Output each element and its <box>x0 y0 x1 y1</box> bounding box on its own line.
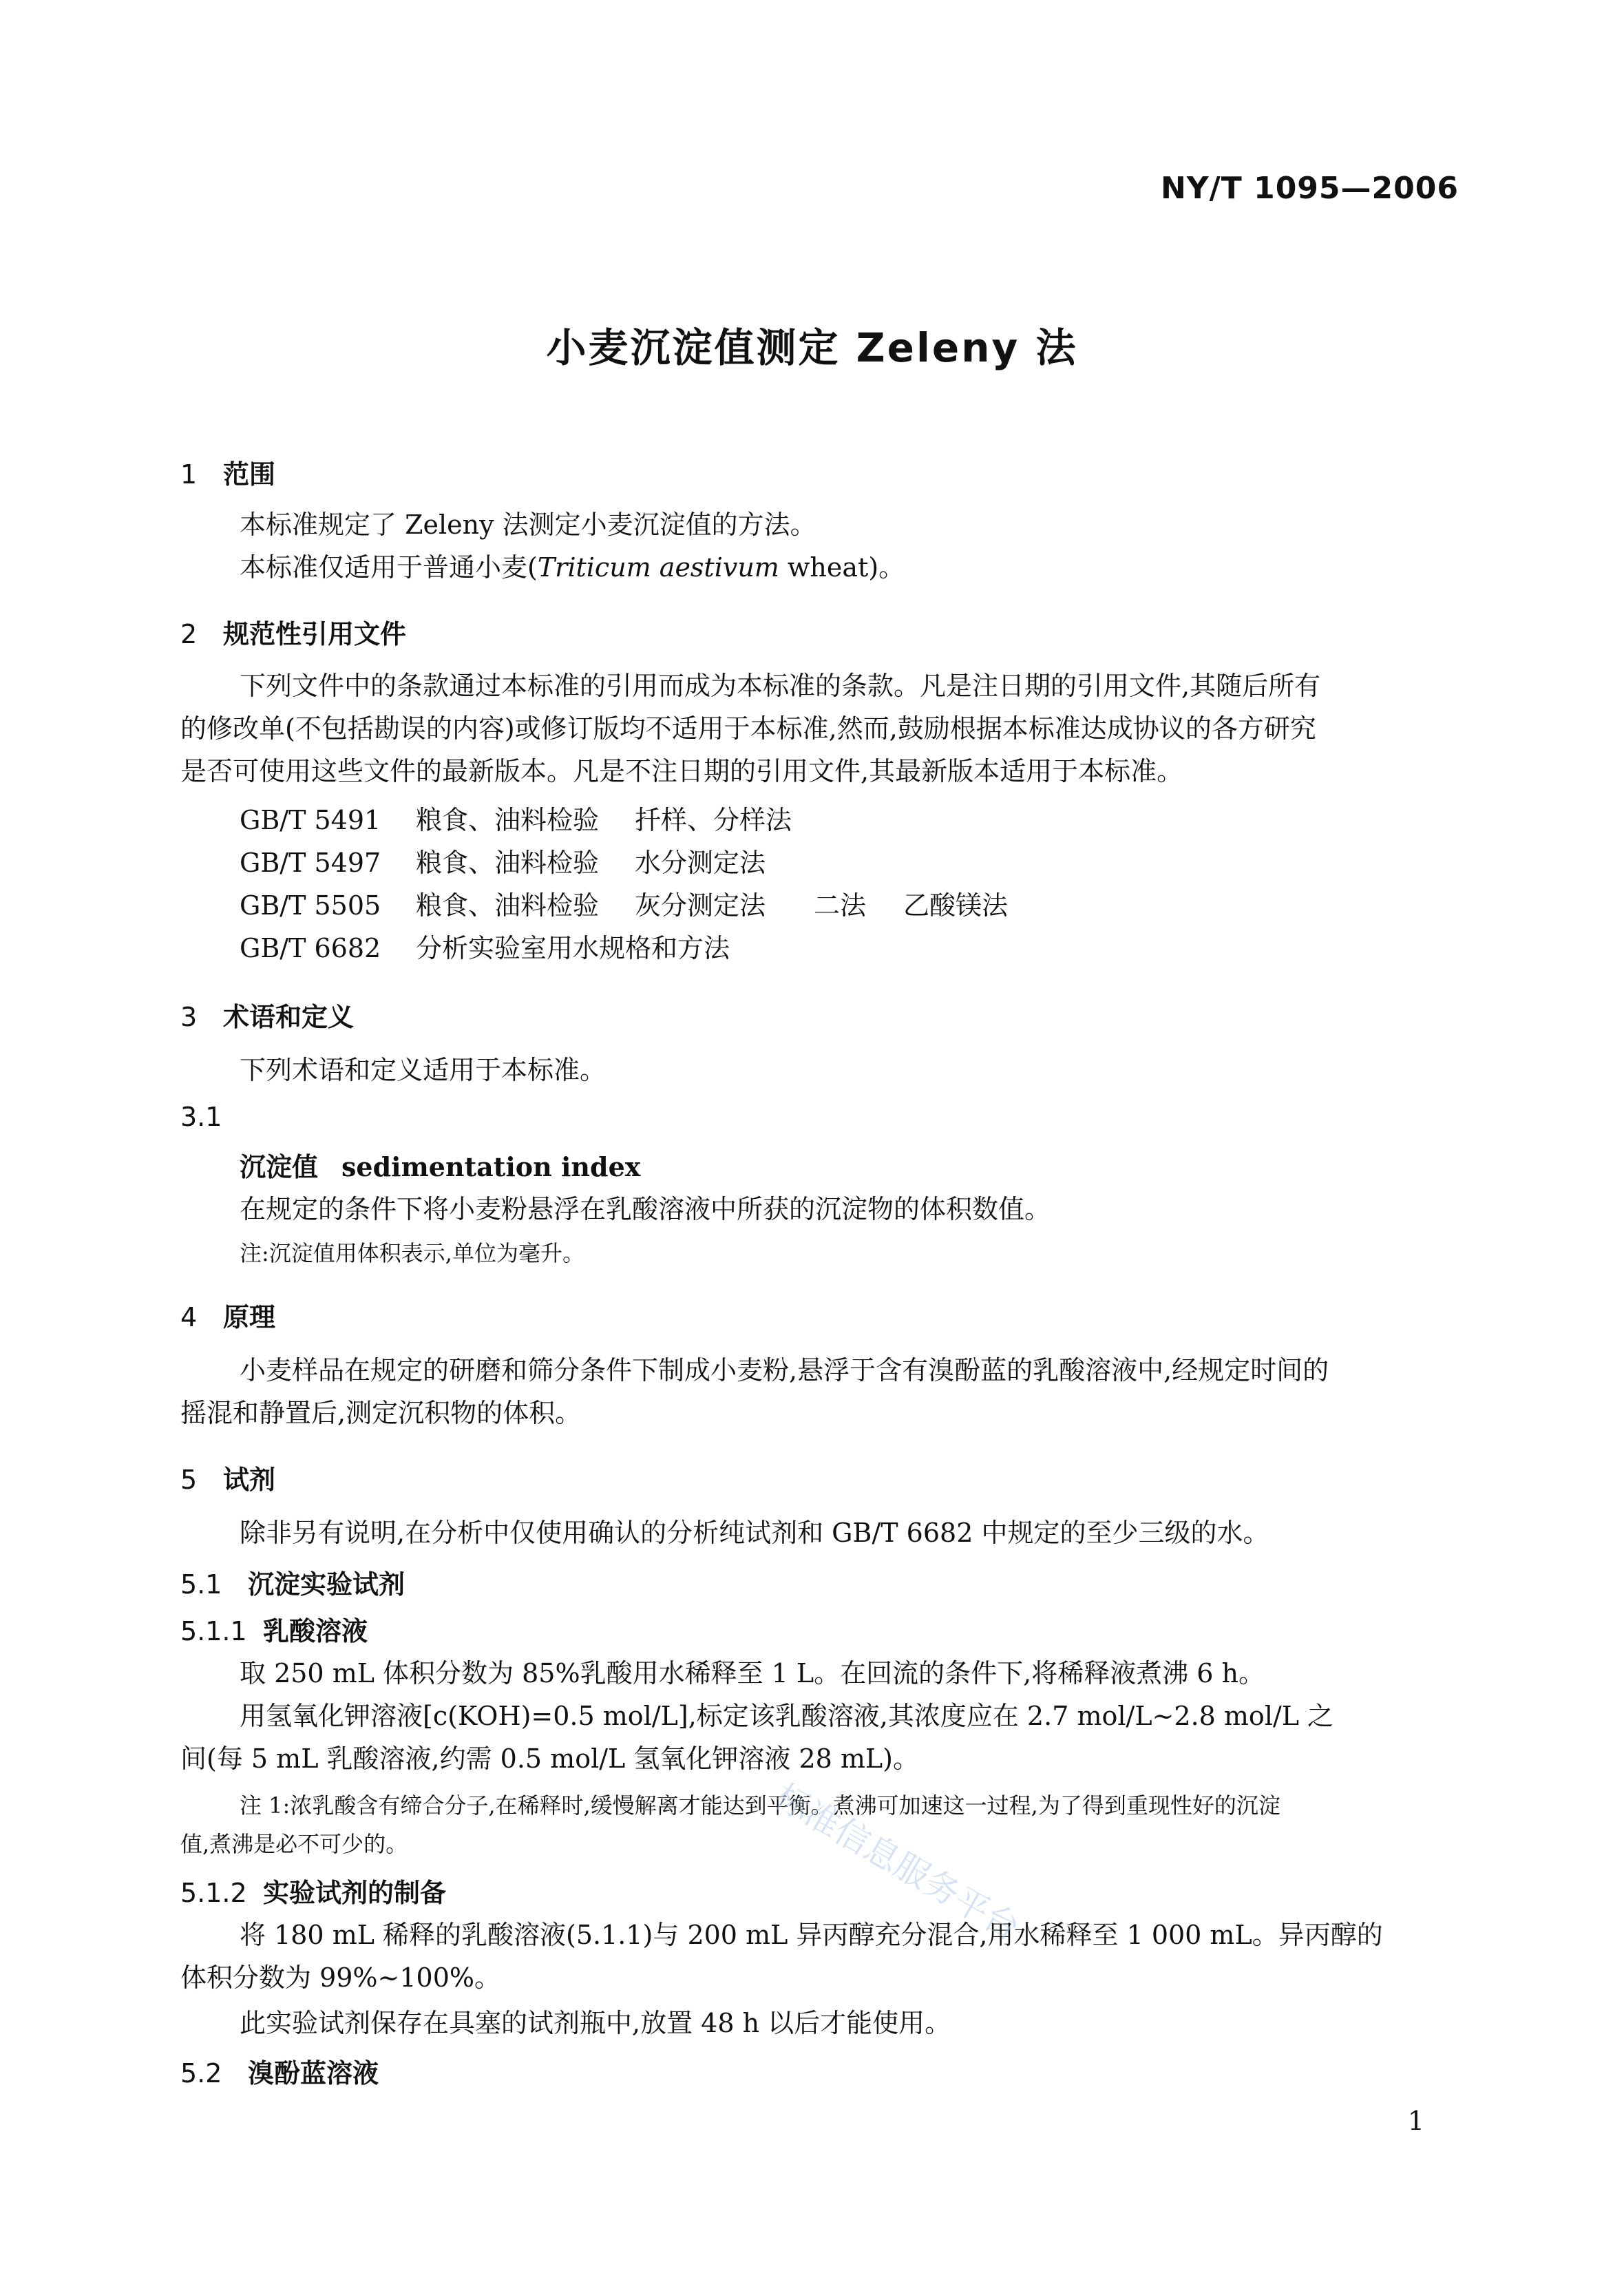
section-number: 5.2 <box>180 2058 222 2088</box>
document-title: 小麦沉淀值测定 Zeleny 法 <box>546 324 1078 371</box>
reference-item <box>240 927 730 965</box>
section-number: 4 <box>180 1302 198 1332</box>
reference-title: 二法 <box>814 890 867 921</box>
section-1-heading <box>180 453 275 491</box>
reference-title: 粮食、油料检验 <box>416 890 600 921</box>
section-5-2-heading <box>180 2052 379 2090</box>
section-5-1-1-note-line-1: 注 1:浓乳酸含有缔合分子,在稀释时,缓慢解离才能达到平衡。煮沸可加速这一过程,为了得到重现性好的沉淀 <box>240 1792 1280 1819</box>
reference-title: 粮食、油料检验 <box>416 848 600 878</box>
section-title: 试剂 <box>223 1465 276 1495</box>
section-2-line-2: 的修改单(不包括勘误的内容)或修订版均不适用于本标准,然而,鼓励根据本标准达成协议的各方研究 <box>180 713 1316 744</box>
reference-code: GB/T 5497 <box>240 848 381 878</box>
section-title: 溴酚蓝溶液 <box>248 2058 379 2088</box>
section-2-heading <box>180 613 406 651</box>
term-definition: 在规定的条件下将小麦粉悬浮在乳酸溶液中所获的沉淀物的体积数值。 <box>240 1194 1051 1224</box>
section-5-1-2-para-2: 此实验试剂保存在具塞的试剂瓶中,放置 48 h 以后才能使用。 <box>240 2008 951 2038</box>
section-5-para: 除非另有说明,在分析中仅使用确认的分析纯试剂和 GB/T 6682 中规定的至少三级的水。 <box>240 1518 1269 1548</box>
reference-code: GB/T 5505 <box>240 890 381 921</box>
section-1-para-1: 本标准规定了 Zeleny 法测定小麦沉淀值的方法。 <box>240 510 816 540</box>
reference-item <box>240 884 1008 922</box>
section-title: 沉淀实验试剂 <box>248 1569 405 1600</box>
section-title: 原理 <box>223 1302 276 1332</box>
text: 本标准仅适用于普通小麦( <box>240 552 538 583</box>
section-4-heading <box>180 1296 275 1334</box>
term-english: sedimentation index <box>341 1151 641 1182</box>
section-5-1-1-heading <box>180 1610 368 1648</box>
watermark: 标准信息服务平台 <box>768 1776 1026 1949</box>
reference-item <box>240 799 814 837</box>
text: wheat)。 <box>779 552 905 583</box>
term-note: 注:沉淀值用体积表示,单位为毫升。 <box>240 1240 584 1266</box>
section-5-1-2-heading <box>180 1872 446 1909</box>
section-5-heading <box>180 1458 275 1496</box>
section-number: 5.1 <box>180 1569 222 1600</box>
section-5-1-1-note-line-2: 值,煮沸是必不可少的。 <box>180 1831 408 1857</box>
clause-3-1-number: 3.1 <box>180 1102 222 1132</box>
section-5-1-2-para-1-line-2: 体积分数为 99%~100%。 <box>180 1962 501 1993</box>
standard-code-header: NY/T 1095—2006 <box>1160 171 1459 206</box>
reference-code: GB/T 5491 <box>240 805 381 835</box>
section-number: 5 <box>180 1465 198 1495</box>
section-number: 5.1.2 <box>180 1878 247 1908</box>
reference-title: 灰分测定法 <box>635 890 766 921</box>
reference-title: 乙酸镁法 <box>903 890 1009 921</box>
section-number: 2 <box>180 619 198 649</box>
section-4-line-1: 小麦样品在规定的研磨和筛分条件下制成小麦粉,悬浮于含有溴酚蓝的乳酸溶液中,经规定时间的 <box>240 1355 1329 1385</box>
section-5-1-2-para-1-line-1: 将 180 mL 稀释的乳酸溶液(5.1.1)与 200 mL 异丙醇充分混合,用水稀释至 1 000 mL。异丙醇的 <box>240 1920 1383 1950</box>
section-3-para: 下列术语和定义适用于本标准。 <box>240 1055 607 1085</box>
reference-title: 扦样、分样法 <box>635 805 792 835</box>
term-entry <box>240 1146 640 1184</box>
section-title: 术语和定义 <box>223 1002 355 1032</box>
section-4-line-2: 摇混和静置后,测定沉积物的体积。 <box>180 1398 582 1428</box>
section-5-1-1-para-2-line-1: 用氢氧化钾溶液[c(KOH)=0.5 mol/L],标定该乳酸溶液,其浓度应在 2.7 mol/L~2.8 mol/L 之 <box>240 1701 1334 1731</box>
section-5-1-heading <box>180 1563 405 1601</box>
reference-title: 粮食、油料检验 <box>416 805 600 835</box>
reference-title: 分析实验室用水规格和方法 <box>416 933 730 963</box>
section-5-1-1-para-1: 取 250 mL 体积分数为 85%乳酸用水稀释至 1 L。在回流的条件下,将稀释液煮沸 6 h。 <box>240 1658 1265 1688</box>
section-title: 范围 <box>223 459 276 490</box>
section-3-heading <box>180 996 354 1034</box>
section-title: 规范性引用文件 <box>223 619 407 649</box>
term-chinese: 沉淀值 <box>240 1152 319 1182</box>
latin-name: Triticum aestivum <box>537 552 779 583</box>
section-title: 乳酸溶液 <box>263 1616 368 1646</box>
section-5-1-1-para-2-line-2: 间(每 5 mL 乳酸溶液,约需 0.5 mol/L 氢氧化钾溶液 28 mL)。 <box>180 1744 919 1774</box>
section-number: 1 <box>180 459 198 490</box>
reference-title: 水分测定法 <box>635 848 766 878</box>
section-number: 5.1.1 <box>180 1616 247 1646</box>
reference-code: GB/T 6682 <box>240 933 381 963</box>
page-number: 1 <box>1407 2106 1424 2136</box>
section-1-para-2 <box>180 547 1446 588</box>
reference-item <box>240 841 814 879</box>
section-2-line-3: 是否可使用这些文件的最新版本。凡是不注日期的引用文件,其最新版本适用于本标准。 <box>180 756 1183 786</box>
section-2-line-1: 下列文件中的条款通过本标准的引用而成为本标准的条款。凡是注日期的引用文件,其随后所有 <box>240 671 1321 701</box>
section-title: 实验试剂的制备 <box>263 1878 447 1908</box>
section-number: 3 <box>180 1002 198 1032</box>
